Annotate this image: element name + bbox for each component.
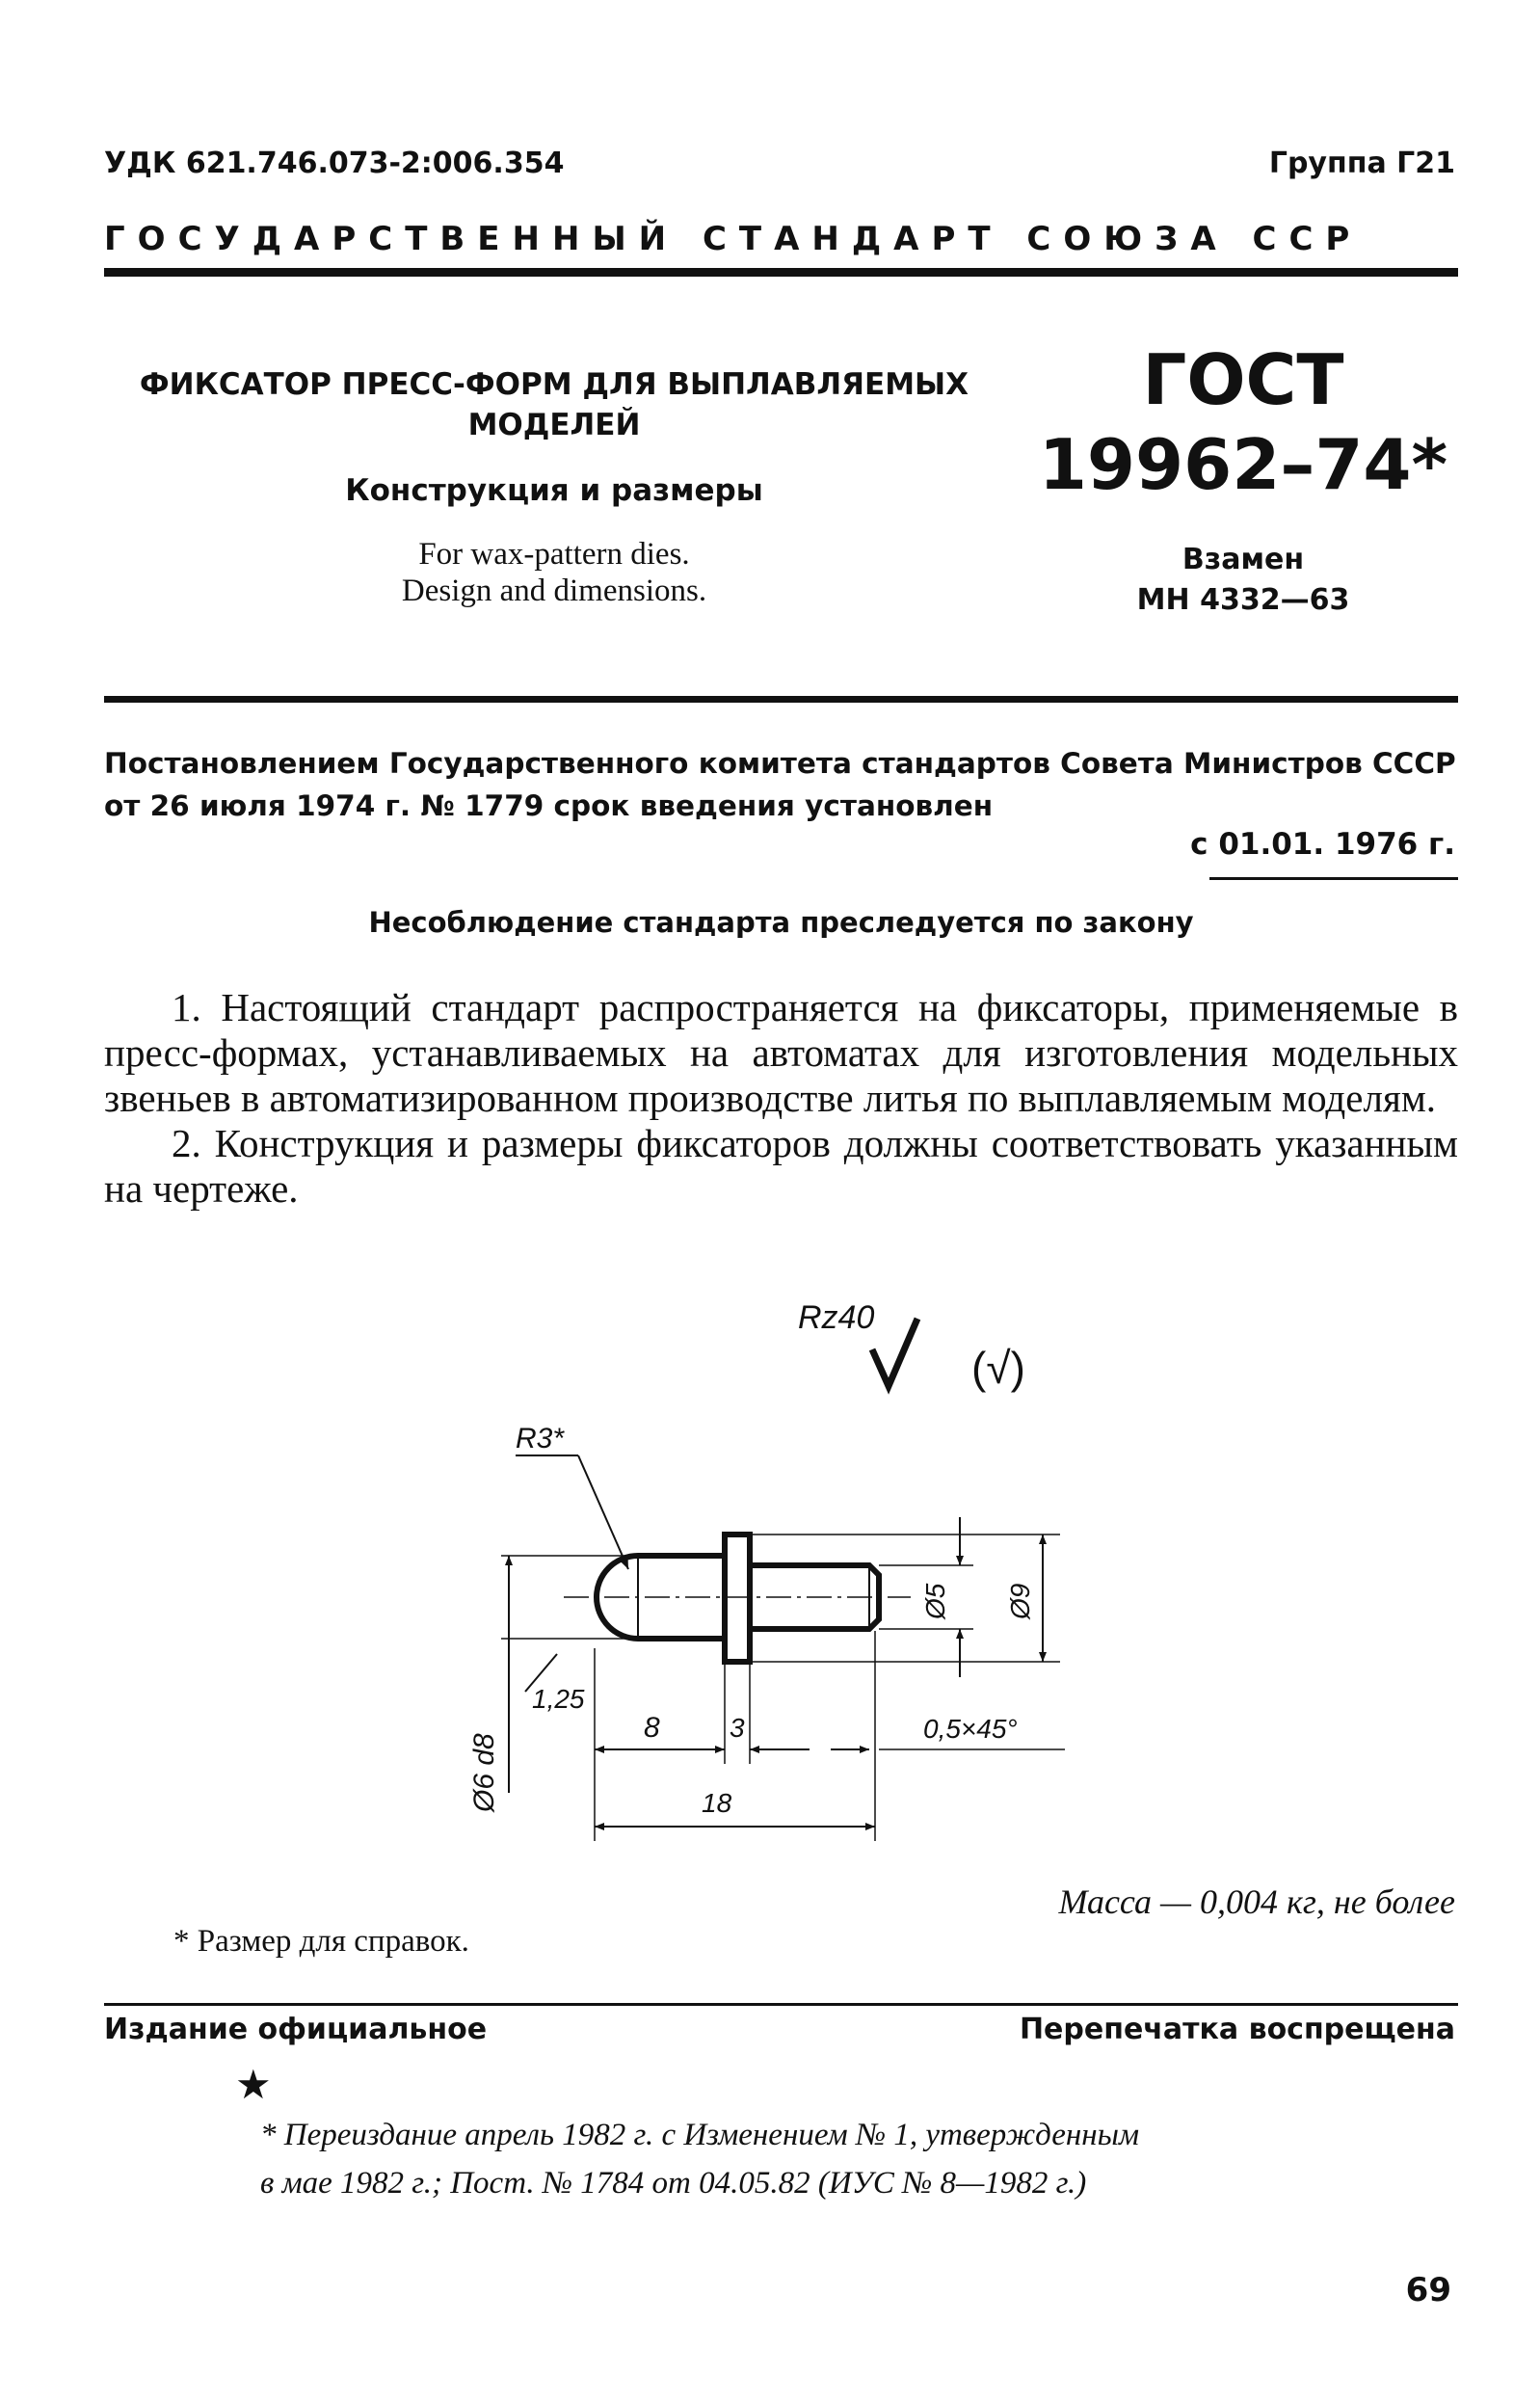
decree-line1: Постановлением Государственного комитета стандартов Совета Министров СССР: [104, 747, 1456, 780]
chamfer-label: 0,5×45°: [923, 1714, 1018, 1744]
title-ru-line2: МОДЕЛЕЙ: [467, 408, 641, 442]
mass-note: Масса — 0,004 кг, не более: [1058, 1882, 1455, 1921]
paragraph-2: 2. Конструкция и размеры фиксаторов должны соответствовать указанным на чертеже.: [104, 1121, 1458, 1211]
reissue-line1: * Переиздание апрель 1982 г. с Изменением № 1, утвержденным: [260, 2118, 1140, 2152]
reference-note: * Размер для справок.: [173, 1924, 469, 1959]
title-subtitle: Конструкция и размеры: [345, 473, 763, 508]
roughness-label: Rz40: [798, 1299, 875, 1336]
reprint-prohibited: Перепечатка воспрещена: [1019, 2013, 1455, 2046]
chamfer-small-label: 1,25: [532, 1684, 585, 1714]
reissue-line2: в мае 1982 г.; Пост. № 1784 от 04.05.82 (ИУС № 8—1982 г.): [260, 2166, 1087, 2201]
dim-18-label: 18: [702, 1788, 732, 1818]
effective-date: с 01.01. 1976 г.: [1190, 827, 1455, 862]
dia-6d8-label: Ø6 d8: [468, 1733, 500, 1812]
group-code: Группа Г21: [1268, 147, 1455, 180]
dim-3-label: 3: [730, 1713, 745, 1743]
page-number: 69: [1405, 2271, 1451, 2309]
replaces: [1017, 540, 1470, 621]
decree-line2: от 26 июля 1974 г. № 1779 срок введения установлен: [104, 789, 994, 822]
reissue-note: [260, 2111, 1397, 2207]
roughness-check-icon: [872, 1319, 917, 1386]
dia-9-label: Ø9: [1005, 1583, 1035, 1619]
bottom-rule: [104, 2003, 1458, 2006]
decree-text: [104, 742, 1463, 827]
gost-number: 19962–74*: [1038, 424, 1448, 505]
law-notice: Несоблюдение стандарта преследуется по закону: [368, 906, 1194, 939]
replaces-value: МН 4332—63: [1136, 583, 1350, 617]
title-block: [106, 364, 1002, 609]
title-en-line2: Design and dimensions.: [401, 574, 707, 608]
star-icon: ★: [235, 2061, 272, 2108]
body-text: [104, 985, 1458, 1212]
title-ru: [106, 364, 1002, 445]
date-underline: [1209, 877, 1458, 880]
state-standard-heading: ГОСУДАРСТВЕННЫЙ СТАНДАРТ СОЮЗА ССР: [104, 220, 1363, 258]
fixator-part: [597, 1535, 879, 1662]
paragraph-1: 1. Настоящий стандарт распространяется на фиксаторы, применяемые в пресс-формах, устанавливаемых на автоматах для изготовления модельных звеньев в автоматизированном производстве литья по выплавляемым моделям.: [104, 985, 1458, 1120]
radius-label: R3*: [516, 1423, 565, 1455]
udk-code: УДК 621.746.073-2:006.354: [104, 147, 565, 180]
technical-drawing: [0, 1272, 1540, 1889]
dim-8-label: 8: [644, 1712, 660, 1744]
roughness-paren: (√): [971, 1343, 1025, 1393]
dia-5-label: Ø5: [920, 1583, 950, 1619]
title-en-line1: For wax-pattern dies.: [418, 537, 690, 572]
gost-block: [1017, 337, 1470, 621]
official-edition: Издание официальное: [104, 2013, 488, 2046]
top-rule: [104, 268, 1458, 277]
title-ru-line1: ФИКСАТОР ПРЕСС-ФОРМ ДЛЯ ВЫПЛАВЛЯЕМЫХ: [139, 367, 969, 402]
middle-rule: [104, 696, 1458, 703]
gost-label: ГОСТ: [1142, 339, 1344, 420]
title-en: [106, 536, 1002, 609]
replaces-label: Взамен: [1182, 543, 1305, 576]
